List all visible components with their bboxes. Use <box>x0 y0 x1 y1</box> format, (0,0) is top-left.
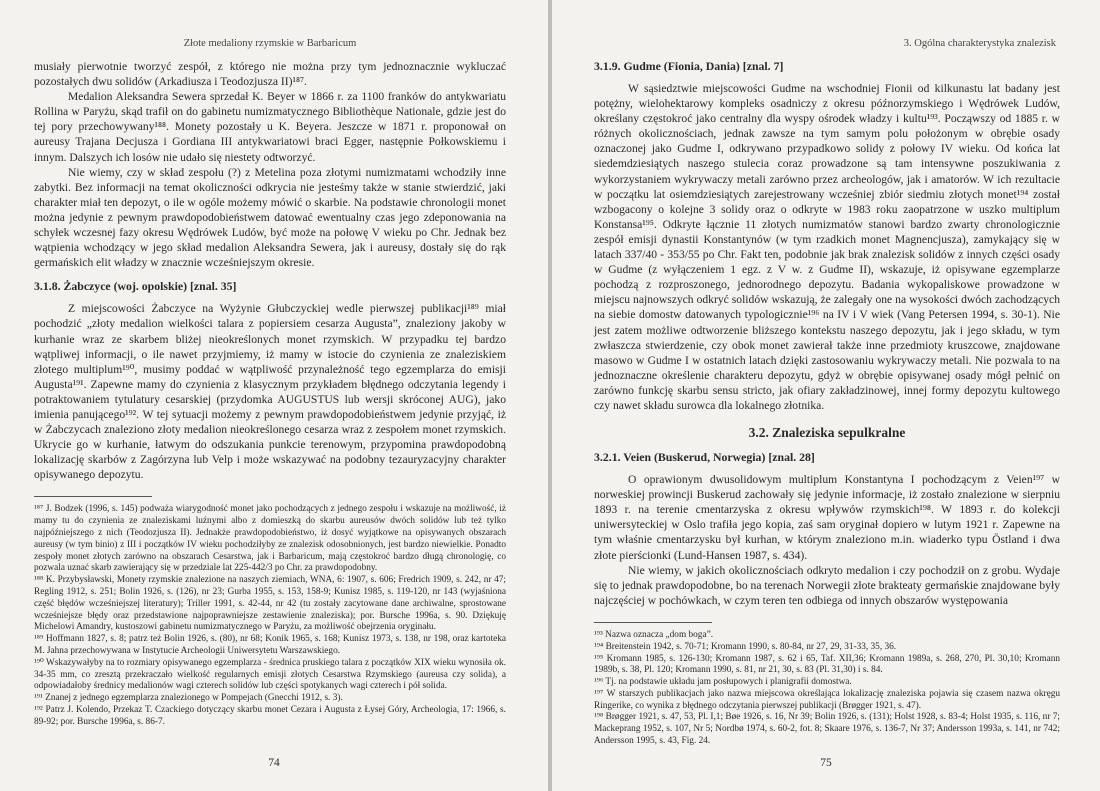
running-head-left: Złote medaliony rzymskie w Barbaricum <box>183 38 357 49</box>
footnote: ¹⁹⁴ Breitenstein 1942, s. 70-71; Kromann 1990, s. 80-84, nr 27, 29, 31-33, 35, 36. <box>594 641 897 652</box>
footnote-rule <box>594 622 712 623</box>
page-number: 74 <box>268 757 280 769</box>
footnote: ¹⁸⁷ J. Bodzek (1996, s. 145) podważa wiarygodność monet jako pochodzących z jednego zespołu i wskazuje na możliwość, iż mamy tu do czynienia ze znaleziskami luźnymi albo z domieszką do skarbu aureusów dwóch solidów lub też tylko najpóźniejszego z nich (Teodozjusza II). Jednakże prawdopodobieństwo, iż dosyć wyjątkowe na opisywanych obszarach aureusy (w tym binio) z III i początków IV wieku pochodziłyby ze znalezisk odosobnionych, jest bardzo niewielkie. Ponadto zespoły monet złotych zarówno na obszarach Cesarstwa, jak i Barbaricum, mają częstokroć bardzo długą chronologię, co pozwala uznać skarb zawierający się w przedziale lat 225-442/3 po Chr. za prawdopodobny. <box>34 504 506 574</box>
paragraph: W sąsiedztwie miejscowości Gudme na wschodniej Fionii od kilkunastu lat badany jest potężny, wielohektarowy kompleks osadniczy z okresu późnorzymskiego i Wędrówek Ludów, określany częstokroć jako centralny dla wyspy ośrodek władzy i kultu¹⁹³. Począwszy od 1885 r. w różnych okolicznościach, jednak zawsze na tym samym polu położonym w obrębie osady oznaczonej jako Gudme I, odkrywano przypadkowo solidy z połowy IV wieku. Od końca lat siedemdziesiątych naszego stulecia coraz prowadzone są tam intensywne poszukiwania z wykorzystaniem wykrywaczy metali zarówno przez archeologów, jak i amatorów. W ich rezultacie w początku lat osiemdziesiątych zarejestrowany wcześniej zbiór siedmiu złotych monet¹⁹⁴ został wzbogacony o kolejne 3 solidy oraz o odkryte w 1983 roku zaopatrzone w uszko multiplum Konstansa¹⁹⁵. Odkryte łącznie 11 złotych numizmatów stanowi bardzo zwarty chronologicznie zespół emisji dynastii Konstantynów (w tym rzadkich monet Magnencjusza), zamykający się w latach 337/40 - 353/55 po Chr. Fakt ten, podobnie jak brak znalezisk solidów z innych części osady w Gudme (z wyłączeniem 1 egz. z V w. z Gudme II), wskazuje, iż opisywane egzemplarze pochodzą z rozproszonego, jednorodnego depozytu. Badania wykopaliskowe prowadzone w miejscu najnowszych odkryć solidów wskazują, że zalegały one na wysokości dwóch zachodzących na siebie domostw datowanych typologicznie¹⁹⁶ na IV i V wiek (Vang Petersen 1994, s. 30-1). Nie jest zatem możliwe odtworzenie bliższego kontekstu naszego depozytu, jak i jego składu, w tym zwłaszcza stwierdzenie, czy obok monet zawierał także inne przedmioty kruszcowe, znajdowane masowo w Gudme I w ostatnich latach dzięki zastosowaniu wykrywaczy metali. Nie pozwala to na jednoznaczne określenie charakteru depozytu, gdyż w obrębie opisywanej osady mógł pełnić on zarówno funkcję skarbu sensu stricto, jak ofiary zakładzinowej, innej formy depozytu kultowego czy nawet składu surowca dla lokalnego złotnika. <box>594 82 1060 412</box>
paragraph: Medalion Aleksandra Sewera sprzedał K. Beyer w 1866 r. za 1100 franków do antykwariatu Rollina w Paryżu, skąd trafił on do gabinetu numizmatycznego Bibliothèque Nationale, gdzie jest do tej pory przechowywany¹⁸⁸. Monety pozostały u K. Beyera. Jeszcze w 1871 r. proponował on aureusy Trajana Decjusza i Gordiana III antykwariatowi braci Egger, następnie Połkowskiemu i innym. Dalszych ich losów nie udało się niestety odtworzyć. <box>34 90 506 164</box>
left-page <box>0 0 548 791</box>
chapter-heading: 3.2. Znaleziska sepulkralne <box>748 425 906 441</box>
footnote: ¹⁹⁷ W starszych publikacjach jako nazwa miejscowa określająca lokalizację znaleziska pojawia się czasem nazwa okręgu Ringerike, co wynika z błędnego odczytania pierwszej publikacji (Brøgger 1921, s. 47). <box>594 688 1060 711</box>
paragraph: O oprawionym dwusolidowym multiplum Konstantyna I pochodzącym z Veien¹⁹⁷ w norweskiej prowincji Buskerud zachowały się jedynie informacje, iż zostało znalezione w sierpniu 1893 r. na terenie cmentarzyska z okresu wpływów rzymskich¹⁹⁸. W 1893 r. do kolekcji uniwersyteckiej w Oslo trafiła jego kopia, zaś sam oryginał dopiero w lutym 1921 r. Zapewne na tym właśnie cmentarzysku był kurhan, w którym znaleziono m.in. wiaderko typu Östland i dwa złote pierścionki (Lund-Hansen 1987, s. 434). <box>594 473 1060 562</box>
paragraph: musiały pierwotnie tworzyć zespół, z którego nie można przy tym jednoznacznie wykluczać pozostałych dwu solidów (Arkadiusza i Teodozjusza II)¹⁸⁷. <box>34 60 506 89</box>
running-head-right: 3. Ogólna charakterystyka znalezisk <box>903 38 1056 49</box>
footnote: ¹⁸⁸ K. Przybysławski, Monety rzymskie znalezione na naszych ziemiach, WNA, 6: 1907, s. 606; Fredrich 1909, s. 242, nr 47; Regling 1912, s. 251; Bolin 1926, s. (126), nr 23; Gurba 1955, s. 153, 158-9; Kunisz 1985, s. 119-120, nr 143 (wyjaśniona część błędów wcześniejszej literatury); Triller 1991, s. 42-44, nr 42 (tu zostały zacytowane dane archiwalne, sprostowane wcześniejsze błędy oraz przedstawione najpoprawniejsze zestawienie znaleziska); por. Bursche 1996a, s. 90. Dziękuję Michelowi Amandry, kustoszowi gabinetu numizmatycznego w Paryżu, za możliwość obejrzenia oryginału. <box>34 575 506 633</box>
section-heading: 3.1.9. Gudme (Fionia, Dania) [znal. 7] <box>594 59 784 73</box>
footnote: ¹⁹¹ Znanej z jednego egzemplarza znalezionego w Pompejach (Gnecchi 1912, s. 3). <box>34 693 343 704</box>
footnote: ¹⁹⁵ Kromann 1985, s. 126-130; Kromann 1987, s. 62 i 65, Taf. XII,36; Kromann 1989a, s. 268, 270, Pl. 30,10; Kromann 1989b, s. 38, Pl. 120; Kromann 1990, s. 81, nr 21, 30, s. 83 (Pl. 31,30) i s. 84. <box>594 653 1060 676</box>
section-heading: 3.1.8. Żabczyce (woj. opolskie) [znal. 35] <box>34 279 237 294</box>
page-number: 75 <box>820 757 832 769</box>
footnote: ¹⁹² Patrz J. Kolendo, Przekaz T. Czackiego dotyczący skarbu monet Cezara i Augusta z Łysej Góry, Archeologia, 17: 1966, s. 89-92; por. Bursche 1996a, s. 86-7. <box>34 704 506 727</box>
footnote: ¹⁹⁸ Brøgger 1921, s. 47, 53, Pl. I,1; Bøe 1926, s. 16, Nr 39; Bolin 1926, s. (131); Holst 1928, s. 83-4; Holst 1935, s. 116, nr 7; Mackeprang 1952, s. 107, Nr 5; Nordbø 1974, s. 60-2, fot. 8; Skaare 1976, s. 136-7, Nr 37; Andersson 1993a, s. 141, nr 742; Andersson 1995, s. 43, Fig. 24. <box>594 712 1060 747</box>
footnote: ¹⁹³ Nazwa oznacza „dom boga”. <box>594 629 714 640</box>
paragraph: Z miejscowości Żabczyce na Wyżynie Głubczyckiej wedle pierwszej publikacji¹⁸⁹ miał pochodzić „złoty medalion wielkości talara z popiersiem cesarza Augusta”, znaleziony jakoby w kurhanie wraz ze skarbem bliżej nieokreślonych monet rzymskich. W przypadku tej bardzo wątpliwej informacji, o ile nawet przyjmiemy, iż mamy w istocie do czynienia ze znaleziskiem złotego multiplum¹⁹⁰, musimy poddać w wątpliwość przynależność tego egzemplarza do emisji Augusta¹⁹¹. Zapewne mamy do czynienia z klasycznym przykładem błędnego odczytania legendy i potraktowaniem tytulatury cesarskiej (przydomka AUGUSTUS lub wersji skróconej AUG), jako imienia panującego¹⁹². W tej sytuacji możemy z pewnym prawdopodobieństwem jedynie przyjąć, iż w Żabczycach znaleziono złoty medalion nieokreślonego cesarza wraz z zespołem monet rzymskich. Ukrycie go w kurhanie, łatwym do odszukania punkcie terenowym, przypomina prawdopodobną lokalizację skarbów z Zagórzyna lub Velp i może wskazywać na podobny tezauryzacyjny charakter opisywanego depozytu. <box>34 302 506 482</box>
right-page <box>552 0 1100 791</box>
footnote: ¹⁹⁰ Wskazywałyby na to rozmiary opisywanego egzemplarza - średnica pruskiego talara z początków XIX wieku wynosiła ok. 34-35 mm, co zresztą przekraczało wielkość regularnych emisji złotych Cesarstwa Rzymskiego (aureusa czy solida), a odpowiadałoby średnicy medalionów wagi czterech solidów lub części spotykanych wagi czterech i pół solida. <box>34 657 506 692</box>
paragraph: Nie wiemy, czy w skład zespołu (?) z Metelina poza złotymi numizmatami wchodziły inne zabytki. Bez informacji na temat okoliczności odkrycia nie jesteśmy także w stanie stwierdzić, jaki charakter miał ten depozyt, o ile w ogóle możemy mówić o skarbie. Na podstawie chronologii monet można jedynie z pewnym prawdopodobieństwem datować ewentualny czas jego zdeponowania na schyłek wczesnej fazy okresu Wędrówek Ludów, być może na połowę V wieku po Chr. Jednak bez wątpienia wchodzący w jego skład medalion Aleksandra Sewera, jak i aureusy, dostały się do rąk germańskich elit władzy w znacznie wcześniejszym okresie. <box>34 165 506 270</box>
footnote: ¹⁹⁶ Tj. na podstawie układu jam posłupowych i planigrafii domostwa. <box>594 677 852 688</box>
paragraph: Nie wiemy, w jakich okolicznościach odkryto medalion i czy pochodził on z grobu. Wydaje się to jednak prawdopodobne, bo na terenach Norwegii złote brakteaty germańskie znajdowane były najczęściej w pochówkach, w czym teren ten odbiega od innych obszarów występowania <box>594 563 1060 607</box>
section-heading: 3.2.1. Veien (Buskerud, Norwegia) [znal. 28] <box>594 450 815 465</box>
footnote: ¹⁸⁹ Hoffmann 1827, s. 8; patrz też Bolin 1926, s. (80), nr 68; Konik 1965, s. 168; Kunisz 1973, s. 138, nr 198, oraz kartoteka M. Jahna przechowywana w Instytucie Archeologii Uniwersytetu Warszawskiego. <box>34 634 506 656</box>
footnote-rule <box>34 496 152 497</box>
